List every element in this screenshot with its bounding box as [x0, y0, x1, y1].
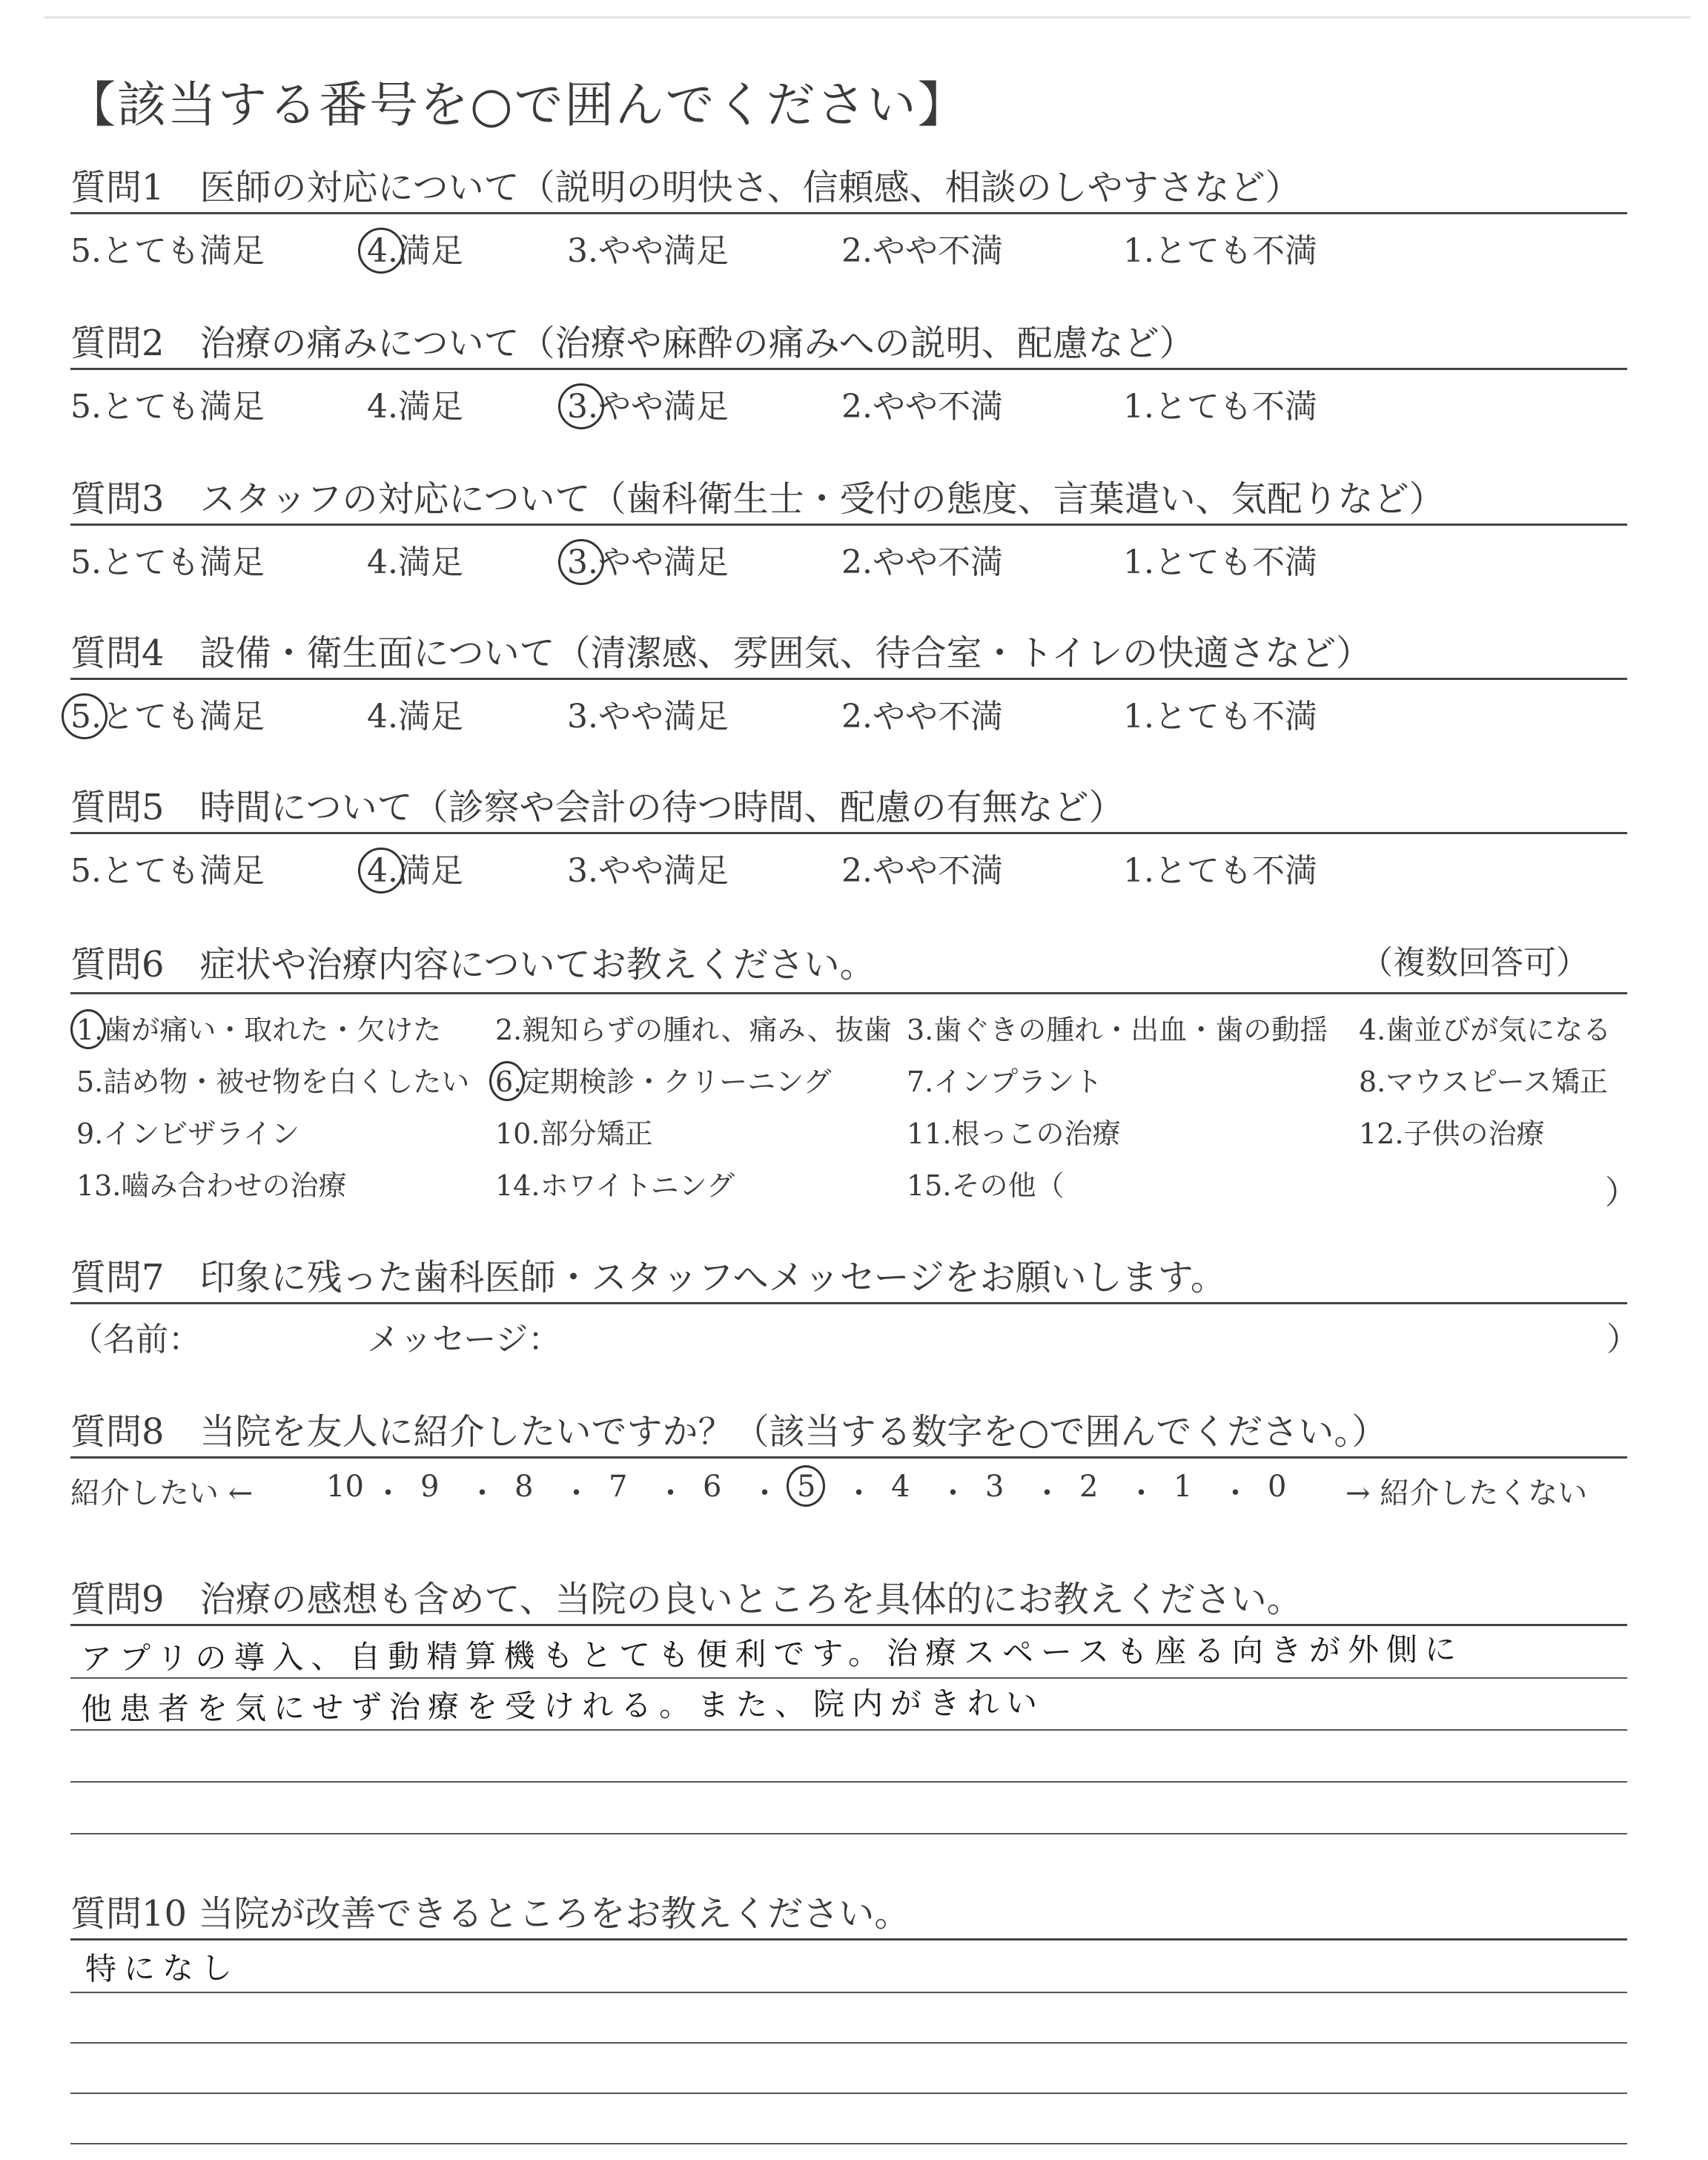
scale-number[interactable]: 2 [1079, 1470, 1099, 1504]
question-7 [70, 1249, 1639, 1358]
option-label: 詰め物・被せ物を白くしたい [103, 1066, 470, 1098]
symptom-option[interactable] [495, 1111, 652, 1152]
option-number: 3. [567, 388, 598, 426]
scale-number[interactable]: 1 [1174, 1470, 1193, 1504]
question-2-title: 質問2 治療の痛みについて（治療や麻酔の痛みへの説明、配慮など） [70, 323, 1195, 364]
symptom-option[interactable] [76, 1111, 299, 1152]
symptom-option[interactable] [76, 1007, 441, 1048]
question-5 [70, 779, 1627, 890]
option-number: 4. [367, 852, 398, 890]
scale-separator: ・ [938, 1476, 968, 1510]
scale-separator: ・ [1220, 1476, 1251, 1510]
question-6 [70, 936, 1638, 1232]
top-rule [44, 16, 1690, 19]
scale-separator: ・ [1032, 1476, 1062, 1510]
scale-separator: ・ [1126, 1476, 1156, 1510]
option-label: 満足 [397, 544, 463, 581]
option-label: ホワイトニング [540, 1169, 735, 1202]
rating-option[interactable] [1123, 844, 1317, 891]
option-label: とても不満 [1153, 544, 1317, 581]
question-10-rule [70, 1938, 1627, 1941]
option-label: マウスピース矯正 [1386, 1066, 1608, 1098]
option-number: 5. [76, 1066, 104, 1098]
option-number: 10. [495, 1117, 540, 1150]
selected-circle-mark [489, 1061, 525, 1101]
option-number: 15. [907, 1169, 952, 1202]
selected-circle-mark [358, 848, 404, 894]
scale-number[interactable]: 7 [609, 1470, 628, 1504]
name-label: （名前： [70, 1321, 201, 1358]
option-label: その他（ [951, 1169, 1065, 1202]
option-label: 満足 [397, 232, 463, 270]
question-9 [70, 1571, 1627, 1852]
scale-separator: ・ [655, 1476, 686, 1510]
scale-number[interactable]: 9 [420, 1470, 440, 1504]
option-number: 3. [567, 852, 598, 890]
q10-writing-line [70, 1992, 1627, 1993]
q9-writing-line [70, 1781, 1627, 1783]
option-number: 4. [367, 388, 398, 426]
rating-option[interactable] [567, 380, 729, 427]
question-1-rule [70, 212, 1627, 214]
option-label: 満足 [397, 852, 463, 890]
option-number: 8. [1359, 1066, 1386, 1098]
recommend-left-label: 紹介したい ← [70, 1476, 254, 1510]
question-4 [70, 624, 1627, 736]
message-close-bracket: ） [1606, 1321, 1639, 1358]
option-label: やや満足 [598, 698, 729, 736]
option-label: やや不満 [872, 232, 1003, 270]
option-number: 4. [367, 232, 398, 270]
q9-writing-line [70, 1677, 1627, 1679]
option-label: 根っこの治療 [951, 1117, 1121, 1150]
option-label: 親知らずの腫れ、痛み、抜歯 [522, 1014, 892, 1046]
option-number: 5. [70, 388, 102, 426]
selected-circle-mark [70, 1009, 106, 1049]
option-number: 1. [1123, 544, 1154, 581]
symptom-option[interactable] [907, 1111, 1120, 1152]
question-1 [70, 159, 1627, 270]
question-3-title: 質問3 スタッフの対応について（歯科衛生士・受付の態度、言葉遣い、気配りなど） [70, 478, 1445, 520]
question-8-title: 質問8 当院を友人に紹介したいですか？（該当する数字を○で囲んでください。） [70, 1411, 1388, 1453]
question-6-rule [70, 992, 1627, 994]
option-number: 13. [76, 1169, 122, 1202]
question-4-rule [70, 678, 1627, 680]
q10-writing-line [70, 2143, 1627, 2144]
scale-separator: ・ [467, 1476, 497, 1510]
q9-answer-line-2: 他患者を気にせず治療を受けれる。また、院内がきれい [80, 1684, 1045, 1728]
symptom-option[interactable] [495, 1059, 832, 1100]
option-number: 4. [367, 544, 398, 581]
option-label: とても満足 [101, 232, 265, 270]
q9-writing-line [70, 1833, 1627, 1834]
rating-option[interactable] [567, 844, 729, 891]
symptom-option[interactable] [907, 1059, 1102, 1100]
question-7-rule [70, 1302, 1627, 1304]
option-label: 満足 [397, 698, 463, 736]
option-number: 2. [495, 1014, 523, 1046]
symptom-option[interactable] [907, 1007, 1328, 1048]
scale-number[interactable]: 5 [797, 1470, 816, 1504]
option-number: 2. [841, 852, 873, 890]
scale-number[interactable]: 4 [891, 1470, 910, 1504]
rating-option[interactable] [841, 380, 1003, 427]
scale-number[interactable]: 8 [514, 1470, 534, 1504]
option-label: とても不満 [1153, 852, 1317, 890]
question-6-title: 質問6 症状や治療内容についてお教えください。 [70, 944, 875, 985]
q9-writing-line [70, 1729, 1627, 1731]
option-number: 9. [76, 1117, 104, 1150]
rating-option[interactable] [70, 690, 265, 737]
option-label: やや満足 [598, 388, 729, 426]
option-label: とても不満 [1153, 388, 1317, 426]
question-9-title: 質問9 治療の感想も含めて、当院の良いところを具体的にお教えください。 [70, 1579, 1302, 1620]
form-title: 【該当する番号を○で囲んでください】 [67, 76, 968, 133]
rating-option[interactable] [1123, 690, 1317, 737]
option-label: やや満足 [598, 232, 729, 270]
option-number: 2. [841, 544, 873, 581]
selected-circle-mark [62, 693, 107, 739]
q10-writing-line [70, 2042, 1627, 2044]
scale-number[interactable]: 6 [703, 1470, 722, 1504]
symptom-option[interactable] [76, 1059, 469, 1100]
option-number: 1. [1123, 232, 1154, 270]
option-label: やや不満 [872, 544, 1003, 581]
option-number: 5. [70, 698, 102, 736]
rating-option[interactable] [367, 380, 463, 427]
scale-separator: ・ [561, 1476, 592, 1510]
option-label: とても満足 [101, 698, 265, 736]
option-label: 歯ぐきの腫れ・出血・歯の動揺 [933, 1014, 1328, 1046]
option-label: インビザライン [103, 1117, 300, 1150]
option-label: 子供の治療 [1403, 1117, 1545, 1150]
scale-separator: ・ [749, 1476, 780, 1510]
rating-option[interactable] [567, 535, 729, 583]
option-label: 嚙み合わせの治療 [121, 1169, 347, 1202]
rating-option[interactable] [841, 224, 1003, 271]
multiple-answers-note: （複数回答可） [1360, 944, 1589, 982]
scale-number[interactable]: 3 [985, 1470, 1004, 1504]
question-2-rule [70, 368, 1627, 370]
rating-option[interactable] [1123, 224, 1317, 271]
option-label: 満足 [397, 388, 463, 426]
symptom-option[interactable] [907, 1163, 1064, 1203]
question-10 [70, 1885, 1627, 2152]
rating-option[interactable] [70, 535, 265, 583]
question-5-title: 質問5 時間について（診察や会計の待つ時間、配慮の有無など） [70, 787, 1125, 828]
rating-option[interactable] [70, 844, 265, 891]
option-label: 歯が痛い・取れた・欠けた [103, 1014, 442, 1046]
message-label: メッセージ： [367, 1321, 561, 1358]
rating-option[interactable] [1123, 380, 1317, 427]
option-number: 4. [1359, 1014, 1386, 1046]
option-label: やや不満 [872, 698, 1003, 736]
selected-circle-mark [358, 228, 404, 274]
question-2 [70, 314, 1627, 426]
option-label: やや満足 [598, 852, 729, 890]
option-label: とても不満 [1153, 232, 1317, 270]
option-number: 2. [841, 232, 873, 270]
recommend-right-label: → 紹介したくない [1345, 1476, 1588, 1510]
option-number: 4. [367, 698, 398, 736]
option-number: 1. [1123, 852, 1154, 890]
rating-option[interactable] [1123, 535, 1317, 583]
option-label: 定期検診・クリーニング [522, 1066, 832, 1098]
other-close-bracket: ） [1605, 1174, 1638, 1212]
rating-option[interactable] [841, 535, 1003, 583]
symptom-option[interactable] [495, 1163, 735, 1203]
option-number: 5. [70, 544, 102, 581]
option-number: 6. [495, 1066, 522, 1098]
option-label: やや満足 [598, 544, 729, 581]
rating-option[interactable] [367, 535, 463, 583]
scale-separator: ・ [373, 1476, 403, 1510]
option-number: 14. [495, 1169, 540, 1202]
question-8 [70, 1403, 1627, 1510]
rating-option[interactable] [841, 844, 1003, 891]
option-label: とても満足 [101, 852, 265, 890]
selected-circle-mark [558, 383, 604, 429]
option-number: 3. [567, 544, 598, 581]
symptom-option[interactable] [1359, 1059, 1608, 1100]
rating-option[interactable] [567, 224, 729, 271]
scale-number[interactable]: 10 [326, 1470, 364, 1504]
option-number: 2. [841, 388, 873, 426]
question-4-title: 質問4 設備・衛生面について（清潔感、雰囲気、待合室・トイレの快適さなど） [70, 633, 1372, 674]
rating-option[interactable] [367, 844, 463, 891]
question-10-title: 質問10 当院が改善できるところをお教えください。 [70, 1893, 910, 1935]
option-number: 1. [1123, 698, 1154, 736]
option-number: 11. [907, 1117, 952, 1150]
question-7-title: 質問7 印象に残った歯科医師・スタッフへメッセージをお願いします。 [70, 1257, 1226, 1298]
option-number: 7. [907, 1066, 934, 1098]
q9-answer-line-1: アプリの導入、自動精算機もとても便利です。治療スペースも座る向きが外側に [80, 1631, 1464, 1677]
scale-number[interactable]: 0 [1268, 1470, 1287, 1504]
option-label: とても満足 [101, 388, 265, 426]
option-label: とても不満 [1153, 698, 1317, 736]
symptom-option[interactable] [1359, 1111, 1544, 1152]
question-5-rule [70, 832, 1627, 834]
option-label: 歯並びが気になる [1386, 1014, 1612, 1046]
option-number: 3. [567, 698, 598, 736]
option-number: 1. [1123, 388, 1154, 426]
selected-circle-mark [558, 539, 604, 585]
rating-option[interactable] [841, 690, 1003, 737]
option-label: 部分矯正 [540, 1117, 653, 1150]
option-number: 2. [841, 698, 873, 736]
scale-separator: ・ [844, 1476, 874, 1510]
question-8-rule [70, 1456, 1627, 1459]
option-number: 1. [76, 1014, 103, 1046]
symptom-option[interactable] [495, 1007, 892, 1048]
rating-option[interactable] [367, 690, 463, 737]
rating-option[interactable] [567, 690, 729, 737]
q10-answer-line-1: 特になし [85, 1949, 240, 1987]
option-number: 12. [1359, 1117, 1404, 1150]
rating-option[interactable] [70, 380, 265, 427]
question-3 [70, 470, 1627, 581]
symptom-option[interactable] [76, 1163, 346, 1203]
option-label: インプラント [933, 1066, 1103, 1098]
rating-option[interactable] [367, 224, 463, 271]
q10-writing-line [70, 2093, 1627, 2094]
option-number: 3. [907, 1014, 934, 1046]
question-1-title: 質問1 医師の対応について（説明の明快さ、信頼感、相談のしやすさなど） [70, 167, 1301, 208]
option-number: 5. [70, 232, 102, 270]
option-label: やや不満 [872, 852, 1003, 890]
option-number: 3. [567, 232, 598, 270]
selected-circle-mark [787, 1465, 825, 1507]
option-label: やや不満 [872, 388, 1003, 426]
rating-option[interactable] [70, 224, 265, 271]
option-number: 5. [70, 852, 102, 890]
question-3-rule [70, 524, 1627, 526]
symptom-option[interactable] [1359, 1007, 1611, 1048]
option-label: とても満足 [101, 544, 265, 581]
